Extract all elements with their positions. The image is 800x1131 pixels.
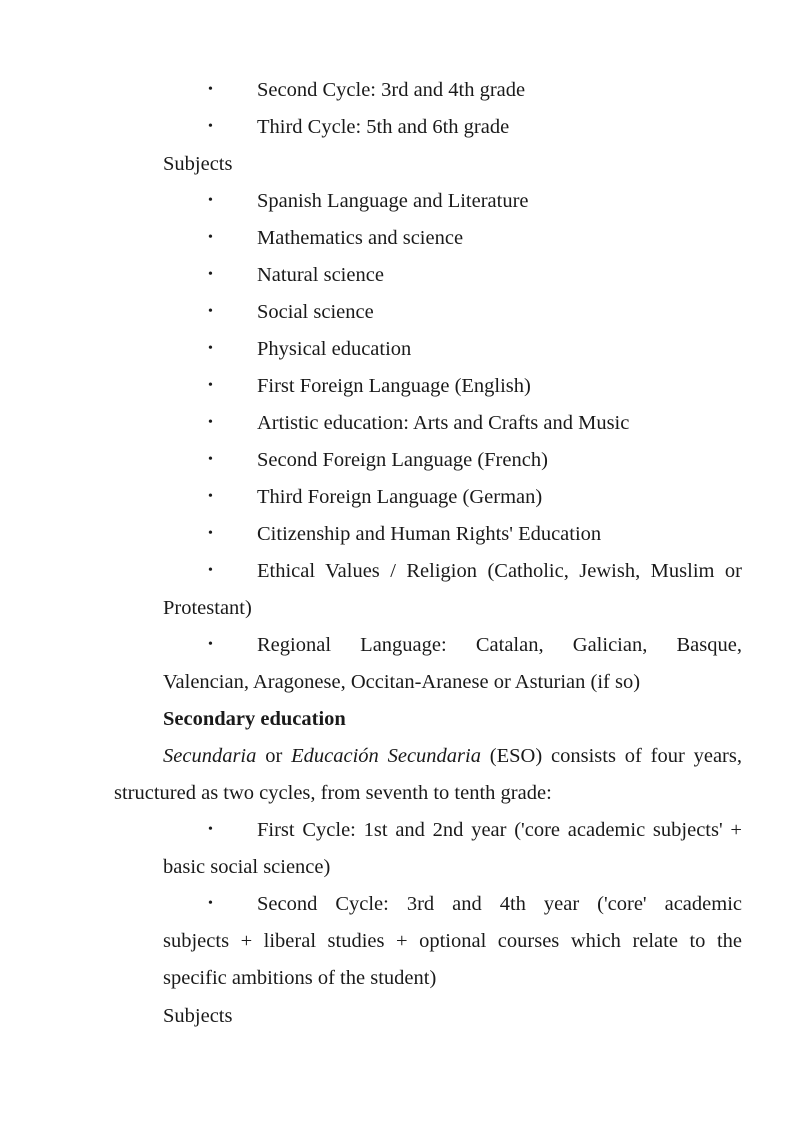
bullet-icon: • [208,452,213,467]
term-educacion-secundaria: Educación Secundaria [291,745,481,767]
list-item-sec-cycle: Second Cycle: 3rd and 4th year ('core' academic [257,893,742,915]
paragraph-line [163,744,742,768]
bullet-icon: • [208,563,213,578]
bullet-icon: • [208,415,213,430]
subjects-label: Subjects [163,1005,233,1027]
list-item-sec-cycle-cont: subjects + liberal studies + optional courses which relate to the [163,930,742,952]
list-item-subject: Mathematics and science [257,227,464,249]
bullet-icon: • [208,119,213,134]
bullet-icon: • [208,526,213,541]
bullet-icon: • [208,378,213,393]
list-item-subject: First Foreign Language (English) [257,375,531,397]
list-item-subject: Natural science [257,264,384,286]
subjects-label: Subjects [163,153,233,175]
bullet-icon: • [208,489,213,504]
list-item-subject: Second Foreign Language (French) [257,449,548,471]
list-item-cycle: Third Cycle: 5th and 6th grade [257,116,510,138]
paragraph-text: (ESO) consists of four years, [480,745,742,767]
list-item-subject-regional-cont: Valencian, Aragonese, Occitan-Aranese or Asturian (if so) [163,671,641,693]
bullet-icon: • [208,341,213,356]
bullet-icon: • [208,822,213,837]
list-item-subject: Physical education [257,338,412,360]
list-item-subject-ethical: Ethical Values / Religion (Catholic, Jewish, Muslim or [257,560,742,582]
section-heading: Secondary education [163,708,346,730]
bullet-icon: • [208,267,213,282]
list-item-subject: Artistic education: Arts and Crafts and Music [257,412,630,434]
bullet-icon: • [208,896,213,911]
list-item-subject-ethical-cont: Protestant) [163,597,252,619]
bullet-icon: • [208,193,213,208]
list-item-subject: Spanish Language and Literature [257,190,529,212]
term-secundaria: Secundaria [163,745,257,767]
bullet-icon: • [208,230,213,245]
list-item-sec-cycle: First Cycle: 1st and 2nd year ('core academic subjects' + [257,819,742,841]
list-item-cycle: Second Cycle: 3rd and 4th grade [257,79,526,101]
list-item-sec-cycle-cont: specific ambitions of the student) [163,967,437,989]
paragraph-line: structured as two cycles, from seventh to tenth grade: [114,782,552,804]
text-or: or [256,745,292,767]
bullet-icon: • [208,304,213,319]
list-item-subject: Social science [257,301,374,323]
list-item-sec-cycle-cont: basic social science) [163,856,331,878]
list-item-subject: Third Foreign Language (German) [257,486,543,508]
list-item-subject-regional: Regional Language: Catalan, Galician, Basque, [257,634,742,656]
list-item-subject: Citizenship and Human Rights' Education [257,523,602,545]
bullet-icon: • [208,637,213,652]
bullet-icon: • [208,82,213,97]
